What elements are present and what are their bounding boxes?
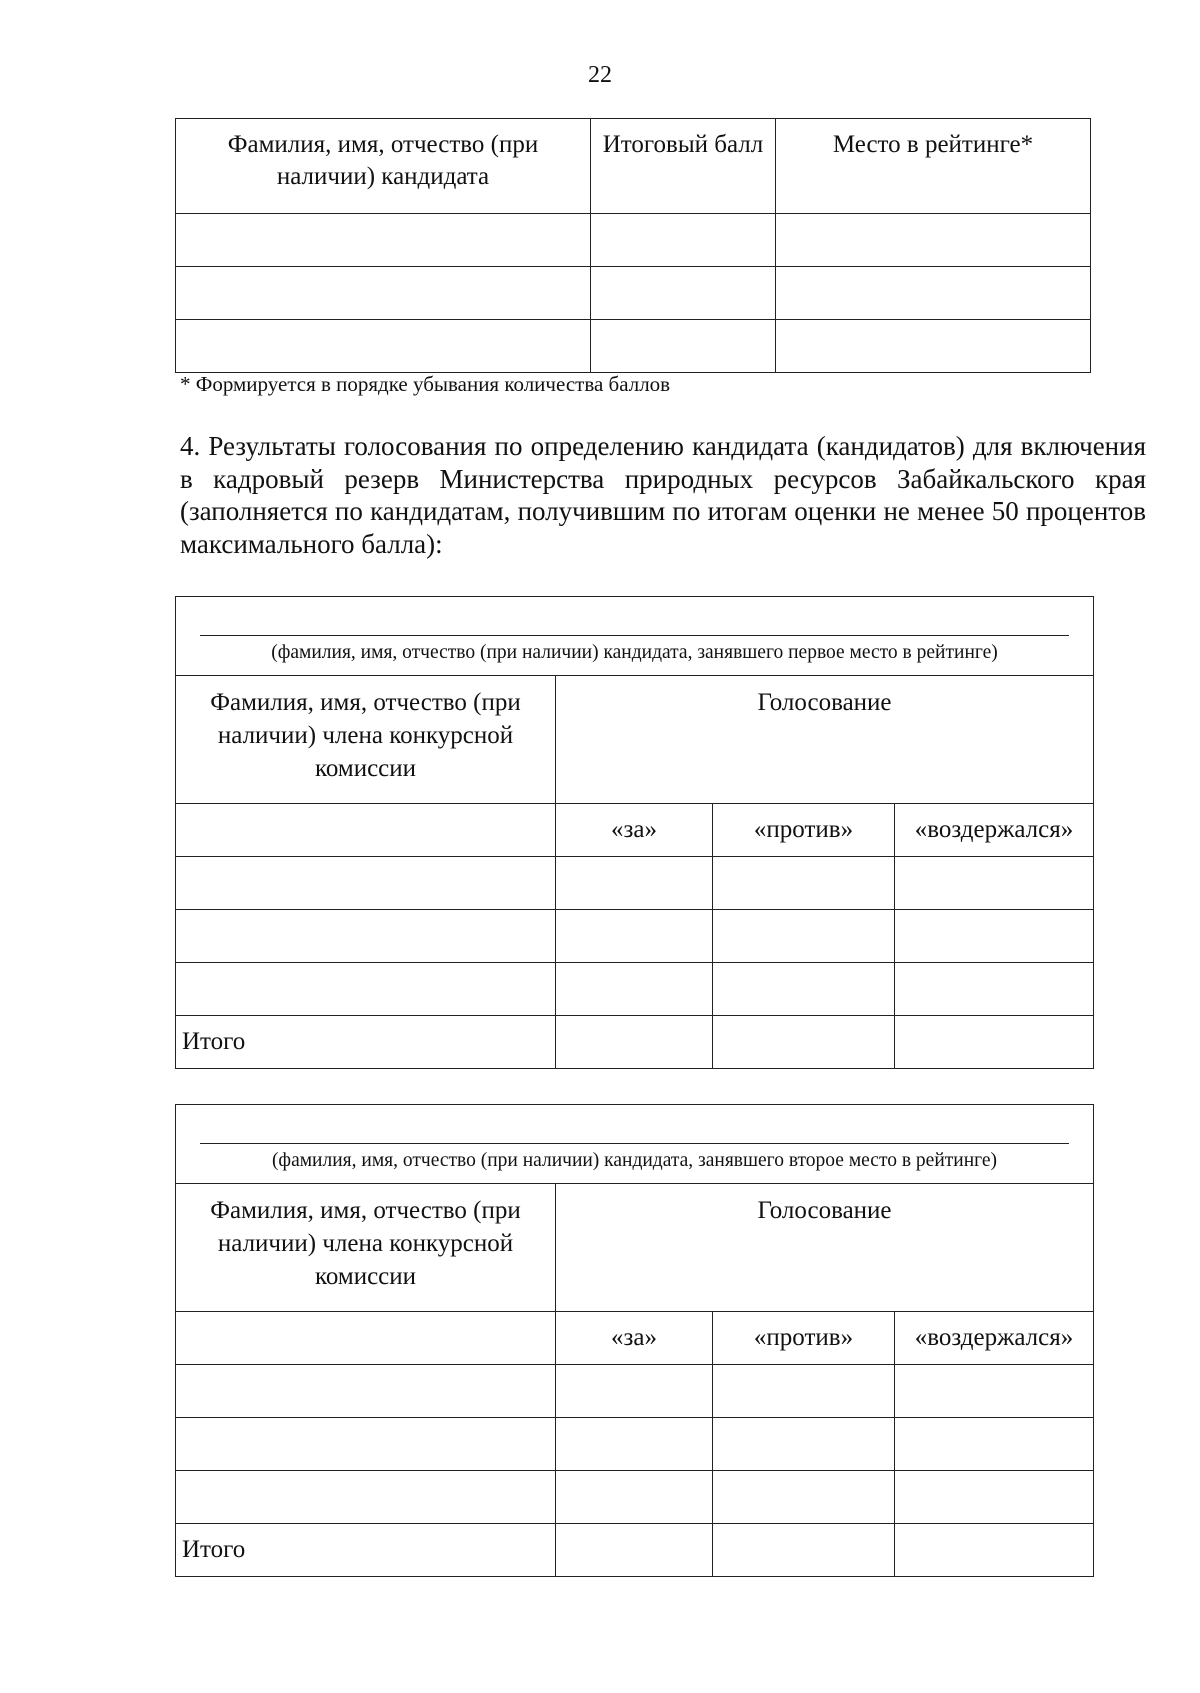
- candidate-cell[interactable]: [176, 1105, 1094, 1184]
- page-number: 22: [588, 62, 612, 88]
- candidate-cell[interactable]: [176, 597, 1094, 676]
- table-cell[interactable]: [713, 963, 895, 1016]
- table-cell[interactable]: [556, 857, 713, 910]
- table-cell[interactable]: [591, 267, 776, 320]
- table-cell[interactable]: [556, 963, 713, 1016]
- table-row: [176, 1471, 1094, 1524]
- table-cell[interactable]: [895, 1016, 1094, 1069]
- table-row: [176, 910, 1094, 963]
- table-cell[interactable]: [176, 910, 556, 963]
- table-cell[interactable]: [895, 1418, 1094, 1471]
- table-cell[interactable]: [176, 857, 556, 910]
- vote-options-row: [176, 804, 1094, 857]
- table-row: [176, 214, 1091, 267]
- vote-table-second-place: [175, 1104, 1094, 1577]
- vote-header-row: [176, 676, 1094, 804]
- voting-header: Голосование: [556, 676, 1094, 804]
- vote-options-row: [176, 1312, 1094, 1365]
- table-row: [176, 1418, 1094, 1471]
- vote-header-row: [176, 1184, 1094, 1312]
- option-against: «против»: [713, 1312, 895, 1365]
- table-cell[interactable]: [176, 1418, 556, 1471]
- table-cell[interactable]: [556, 1016, 713, 1069]
- rating-header-candidate-name: Фамилия, имя, отчество (при наличии) кандидата: [176, 119, 591, 214]
- table-row: [176, 963, 1094, 1016]
- table-cell[interactable]: [176, 320, 591, 373]
- table-cell[interactable]: [556, 1418, 713, 1471]
- option-against: «против»: [713, 804, 895, 857]
- table-cell: [176, 1312, 556, 1365]
- candidate-name-line: [200, 635, 1069, 636]
- table-cell[interactable]: [713, 1418, 895, 1471]
- table-cell[interactable]: [176, 1471, 556, 1524]
- voting-header: Голосование: [556, 1184, 1094, 1312]
- table-row: [176, 1365, 1094, 1418]
- table-cell[interactable]: [176, 963, 556, 1016]
- candidate-caption: (фамилия, имя, отчество (при наличии) кандидата, занявшего второе место в рейтинге): [271, 1150, 998, 1171]
- member-header: Фамилия, имя, отчество (при наличии) члена конкурсной комиссии: [176, 1184, 556, 1312]
- table-cell[interactable]: [556, 1365, 713, 1418]
- total-label: Итого: [176, 1524, 556, 1577]
- option-for: «за»: [556, 804, 713, 857]
- table-cell[interactable]: [591, 320, 776, 373]
- table-cell[interactable]: [176, 214, 591, 267]
- candidate-row: [176, 597, 1094, 676]
- table-cell[interactable]: [591, 214, 776, 267]
- rating-header-rank: Место в рейтинге*: [776, 119, 1091, 214]
- table-cell[interactable]: [895, 857, 1094, 910]
- option-abstained: «воздержался»: [895, 1312, 1094, 1365]
- rating-footnote: * Формируется в порядке убывания количества баллов: [180, 372, 671, 396]
- table-row: [176, 267, 1091, 320]
- table-cell[interactable]: [556, 1471, 713, 1524]
- table-cell[interactable]: [895, 1524, 1094, 1577]
- table-row: [176, 320, 1091, 373]
- member-header: Фамилия, имя, отчество (при наличии) члена конкурсной комиссии: [176, 676, 556, 804]
- candidate-caption: (фамилия, имя, отчество (при наличии) кандидата, занявшего первое место в рейтинге): [271, 642, 998, 663]
- table-cell[interactable]: [895, 1471, 1094, 1524]
- table-row: [176, 857, 1094, 910]
- table-cell[interactable]: [556, 910, 713, 963]
- table-cell[interactable]: [713, 1524, 895, 1577]
- table-cell[interactable]: [713, 857, 895, 910]
- table-cell[interactable]: [776, 214, 1091, 267]
- rating-table: [175, 118, 1091, 373]
- rating-table-header-row: [176, 119, 1091, 214]
- table-cell[interactable]: [713, 1365, 895, 1418]
- section-4-text: 4. Результаты голосования по определению кандидата (кандидатов) для включения в кадровый резерв Министерства природных ресурсов Забайкальского края (заполняется по кандидатам, получившим по итогам оценки не менее 50 процентов максимального балла):: [180, 431, 1146, 559]
- table-cell[interactable]: [713, 1016, 895, 1069]
- table-cell[interactable]: [895, 910, 1094, 963]
- table-cell[interactable]: [713, 1471, 895, 1524]
- table-cell[interactable]: [713, 910, 895, 963]
- candidate-name-line: [200, 1143, 1069, 1144]
- vote-table-first-place: [175, 596, 1094, 1069]
- total-label: Итого: [176, 1016, 556, 1069]
- candidate-row: [176, 1105, 1094, 1184]
- total-row: [176, 1524, 1094, 1577]
- total-row: [176, 1016, 1094, 1069]
- table-cell[interactable]: [176, 1365, 556, 1418]
- rating-header-total-score: Итоговый балл: [591, 119, 776, 214]
- table-cell: [176, 804, 556, 857]
- table-cell[interactable]: [895, 963, 1094, 1016]
- option-for: «за»: [556, 1312, 713, 1365]
- table-cell[interactable]: [895, 1365, 1094, 1418]
- table-cell[interactable]: [776, 267, 1091, 320]
- table-cell[interactable]: [556, 1524, 713, 1577]
- option-abstained: «воздержался»: [895, 804, 1094, 857]
- table-cell[interactable]: [176, 267, 591, 320]
- table-cell[interactable]: [776, 320, 1091, 373]
